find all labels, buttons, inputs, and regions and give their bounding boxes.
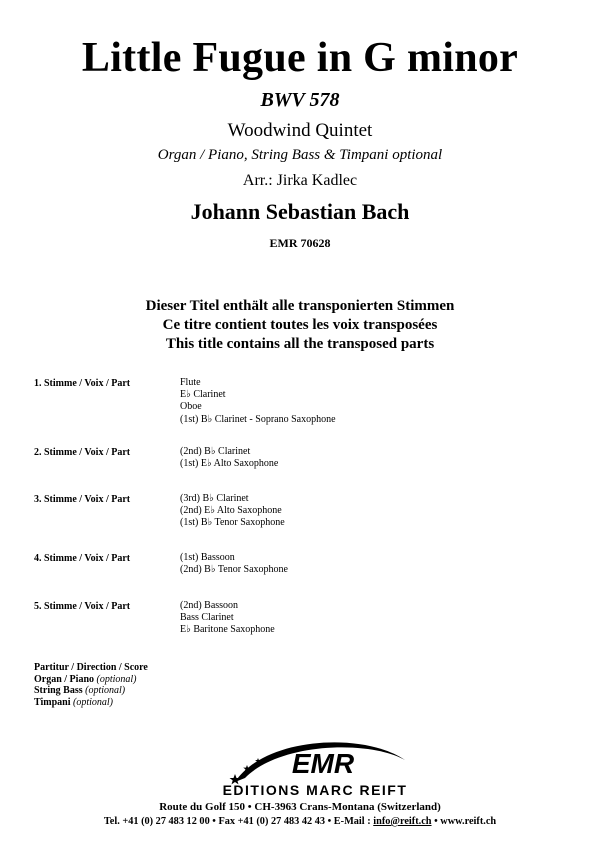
publisher-address: Route du Golf 150 • CH-3963 Crans-Montana (Switzerland): [159, 801, 441, 813]
transposition-note-english: This title contains all the transposed parts: [165, 336, 435, 352]
publisher-contact: [0, 815, 600, 828]
extra-item: Timpani (optional): [34, 696, 113, 708]
instrument-item: (2nd) B♭ Clarinet: [180, 446, 251, 457]
publisher-name: EDITIONS MARC REIFT: [222, 782, 408, 798]
extra-item: Partitur / Direction / Score: [34, 662, 148, 673]
instrument-item: (1st) Bassoon: [180, 552, 235, 563]
composer: Johann Sebastian Bach: [190, 199, 410, 224]
part-4-label: 4. Stimme / Voix / Part: [34, 553, 131, 564]
part-1-instruments: [180, 377, 336, 426]
instrument-item: E♭ Clarinet: [180, 389, 226, 401]
part-3-instruments: [180, 493, 285, 530]
email-link[interactable]: info@reift.ch: [373, 816, 432, 827]
instrument-item: (1st) B♭ Clarinet - Soprano Saxophone: [180, 413, 336, 425]
score-title: Little Fugue in G minor: [81, 35, 519, 81]
edition-number: EMR 70628: [269, 236, 331, 250]
score-extras: [34, 662, 148, 708]
instrument-item: Flute: [180, 377, 201, 388]
part-2-label: 2. Stimme / Voix / Part: [34, 447, 131, 458]
arranger: Arr.: Jirka Kadlec: [242, 172, 358, 189]
instrument-item: (3rd) B♭ Clarinet: [180, 493, 249, 504]
part-2-instruments: [180, 446, 278, 470]
part-5-instruments: [180, 600, 275, 637]
part-1-label: 1. Stimme / Voix / Part: [34, 378, 131, 389]
instrument-item: (1st) B♭ Tenor Saxophone: [180, 517, 285, 529]
contact-phone-fax: Tel. +41 (0) 27 483 12 00 • Fax +41 (0) 27 483 42 43 • E-Mail :: [103, 816, 374, 827]
logo-emr-text: EMR: [291, 748, 355, 779]
website: • www.reift.ch: [431, 816, 497, 827]
catalogue-number: BWV 578: [260, 89, 340, 111]
instrument-item: (2nd) E♭ Alto Saxophone: [180, 505, 282, 517]
instrument-item: E♭ Baritone Saxophone: [180, 624, 275, 636]
publisher-logo: [195, 738, 435, 798]
part-3-label: 3. Stimme / Voix / Part: [34, 494, 131, 505]
instrument-item: Bass Clarinet: [180, 612, 234, 624]
transposition-note-german: Dieser Titel enthält alle transponierten Stimmen: [145, 298, 455, 314]
extra-item: String Bass (optional): [34, 685, 126, 697]
part-5-label: 5. Stimme / Voix / Part: [34, 601, 131, 612]
ensemble-name: Woodwind Quintet: [227, 120, 373, 141]
instrument-item: (1st) E♭ Alto Saxophone: [180, 458, 279, 470]
instrument-item: (2nd) Bassoon: [180, 600, 239, 611]
instrument-item: Oboe: [180, 401, 202, 413]
optional-instruments: Organ / Piano, String Bass & Timpani optional: [157, 147, 443, 163]
part-4-instruments: [180, 552, 288, 576]
transposition-note-french: Ce titre contient toutes les voix transposées: [162, 317, 438, 333]
instrument-item: (2nd) B♭ Tenor Saxophone: [180, 564, 288, 576]
extra-item: Organ / Piano (optional): [34, 673, 137, 685]
